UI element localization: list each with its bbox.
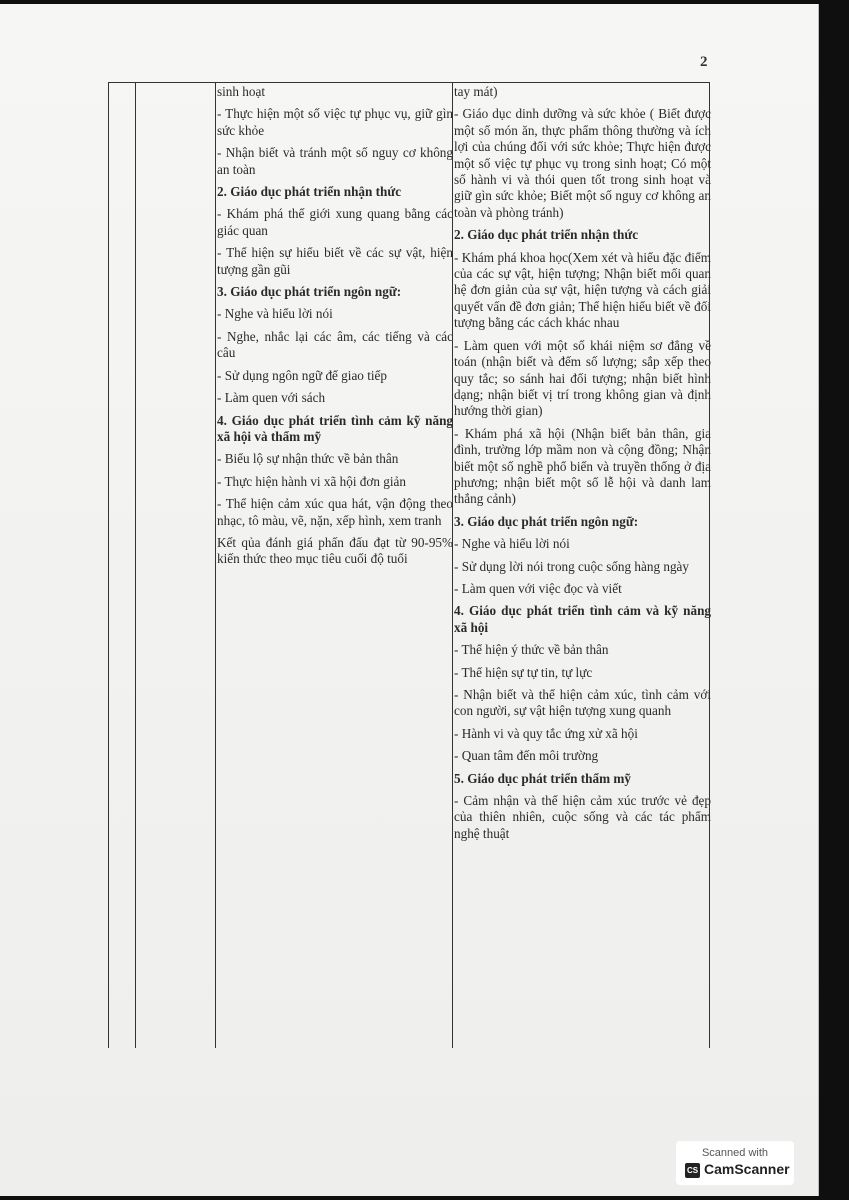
list-item: - Khám phá xã hội (Nhận biết bản thân, gia đình, trường lớp mầm non và cộng đồng; Nhận biết một số nghề phổ biến và truyền thống ở địa phương; nhận biết một số lễ hội và danh lam thắng cảnh) xyxy=(454,425,711,507)
column-contents xyxy=(454,84,711,848)
list-item: - Giáo dục dinh dưỡng và sức khỏe ( Biết được một số món ăn, thực phẩm thông thường và ích lợi của chúng đối với sức khỏe; Thực hiện được một số việc tự phục vụ trong sinh hoạt; Có một số hành vi và thói quen tốt trong sinh hoạt và giữ gìn sức khỏe; Biết một số nguy cơ không an toàn và phòng tránh) xyxy=(454,106,711,220)
section-heading: 4. Giáo dục phát triển tình cảm kỹ năng xã hội và thẩm mỹ xyxy=(217,412,453,444)
list-item: - Thực hiện một số việc tự phục vụ, giữ gìn sức khỏe xyxy=(217,106,453,138)
camscanner-badge xyxy=(676,1141,794,1185)
column-divider-2 xyxy=(215,82,216,1048)
list-item: - Biểu lộ sự nhận thức về bản thân xyxy=(217,451,399,467)
list-item: - Làm quen với sách xyxy=(217,390,326,406)
list-item: - Cảm nhận và thể hiện cảm xúc trước vẻ đẹp của thiên nhiên, cuộc sống và các tác phẩm nghệ thuật xyxy=(454,793,711,841)
table-top-border xyxy=(108,82,710,83)
curriculum-table xyxy=(108,82,710,1048)
section-heading: 3. Giáo dục phát triển ngôn ngữ: xyxy=(454,513,639,529)
list-item: - Làm quen với một số khái niệm sơ đẳng về toán (nhận biết và đếm số lượng; sắp xếp theo quy tắc; so sánh hai đối tượng; nhận biết hình dạng; nhận biết vị trí trong không gian và định hướng thời gian) xyxy=(454,337,711,419)
list-item: - Thực hiện hành vi xã hội đơn giản xyxy=(217,473,406,489)
section-heading: 3. Giáo dục phát triển ngôn ngữ: xyxy=(217,284,402,300)
list-item: - Sử dụng ngôn ngữ để giao tiếp xyxy=(217,367,387,383)
list-item: - Nghe, nhắc lại các âm, các tiếng và các câu xyxy=(217,328,453,361)
badge-brand-name: CamScanner xyxy=(704,1161,790,1177)
list-item: - Làm quen với việc đọc và viết xyxy=(454,580,622,596)
list-item: - Khám phá khoa học(Xem xét và hiểu đặc điểm của các sự vật, hiện tượng; Nhận biết mối quan hệ đơn giản của sự vật, hiện tượng và cách giải quyết vấn đề đơn giản; Thể hiện hiểu biết về đối tượng bằng các cách khác nhau xyxy=(454,249,711,331)
list-item: - Thể hiện ý thức về bản thân xyxy=(454,642,609,658)
list-item: - Nhận biết và thể hiện cảm xúc, tình cảm với con người, sự vật hiện tượng xung quanh xyxy=(454,687,711,719)
list-item: - Nghe và hiểu lời nói xyxy=(454,536,570,552)
page-number: 2 xyxy=(700,54,708,70)
column-objectives xyxy=(217,84,453,574)
camscanner-logo-icon: CS xyxy=(685,1163,700,1178)
column-divider-1 xyxy=(135,82,136,1048)
badge-caption: Scanned with xyxy=(701,1147,769,1159)
list-item: Kết qủa đánh giá phấn đấu đạt từ 90-95% kiến thức theo mục tiêu cuối độ tuổi xyxy=(217,534,453,567)
list-item: tay mát) xyxy=(454,84,498,99)
scanned-page xyxy=(0,4,819,1196)
list-item: - Quan tâm đến môi trường xyxy=(454,748,599,764)
list-item: - Nhận biết và tránh một số nguy cơ không an toàn xyxy=(217,145,453,177)
list-item: - Sử dụng lời nói trong cuộc sống hàng ngày xyxy=(454,558,689,574)
list-item: - Thể hiện cảm xúc qua hát, vận động theo nhạc, tô màu, vẽ, nặn, xếp hình, xem tranh xyxy=(217,496,453,528)
list-item: - Khám phá thế giới xung quang bằng các giác quan xyxy=(217,206,453,238)
list-item: - Hành vi và quy tắc ứng xử xã hội xyxy=(454,725,638,741)
section-heading: 4. Giáo dục phát triển tình cảm và kỹ năng xã hội xyxy=(454,603,711,635)
section-heading: 5. Giáo dục phát triển thẩm mỹ xyxy=(454,770,631,786)
list-item: - Thể hiện sự hiểu biết về các sự vật, hiện tượng gần gũi xyxy=(217,245,453,277)
section-heading: 2. Giáo dục phát triển nhận thức xyxy=(454,227,639,243)
section-heading: 2. Giáo dục phát triển nhận thức xyxy=(217,184,402,200)
list-item: - Nghe và hiểu lời nói xyxy=(217,306,333,322)
list-item: sinh hoạt xyxy=(217,84,265,99)
list-item: - Thể hiện sự tự tin, tự lực xyxy=(454,664,593,680)
table-left-border xyxy=(108,82,109,1048)
